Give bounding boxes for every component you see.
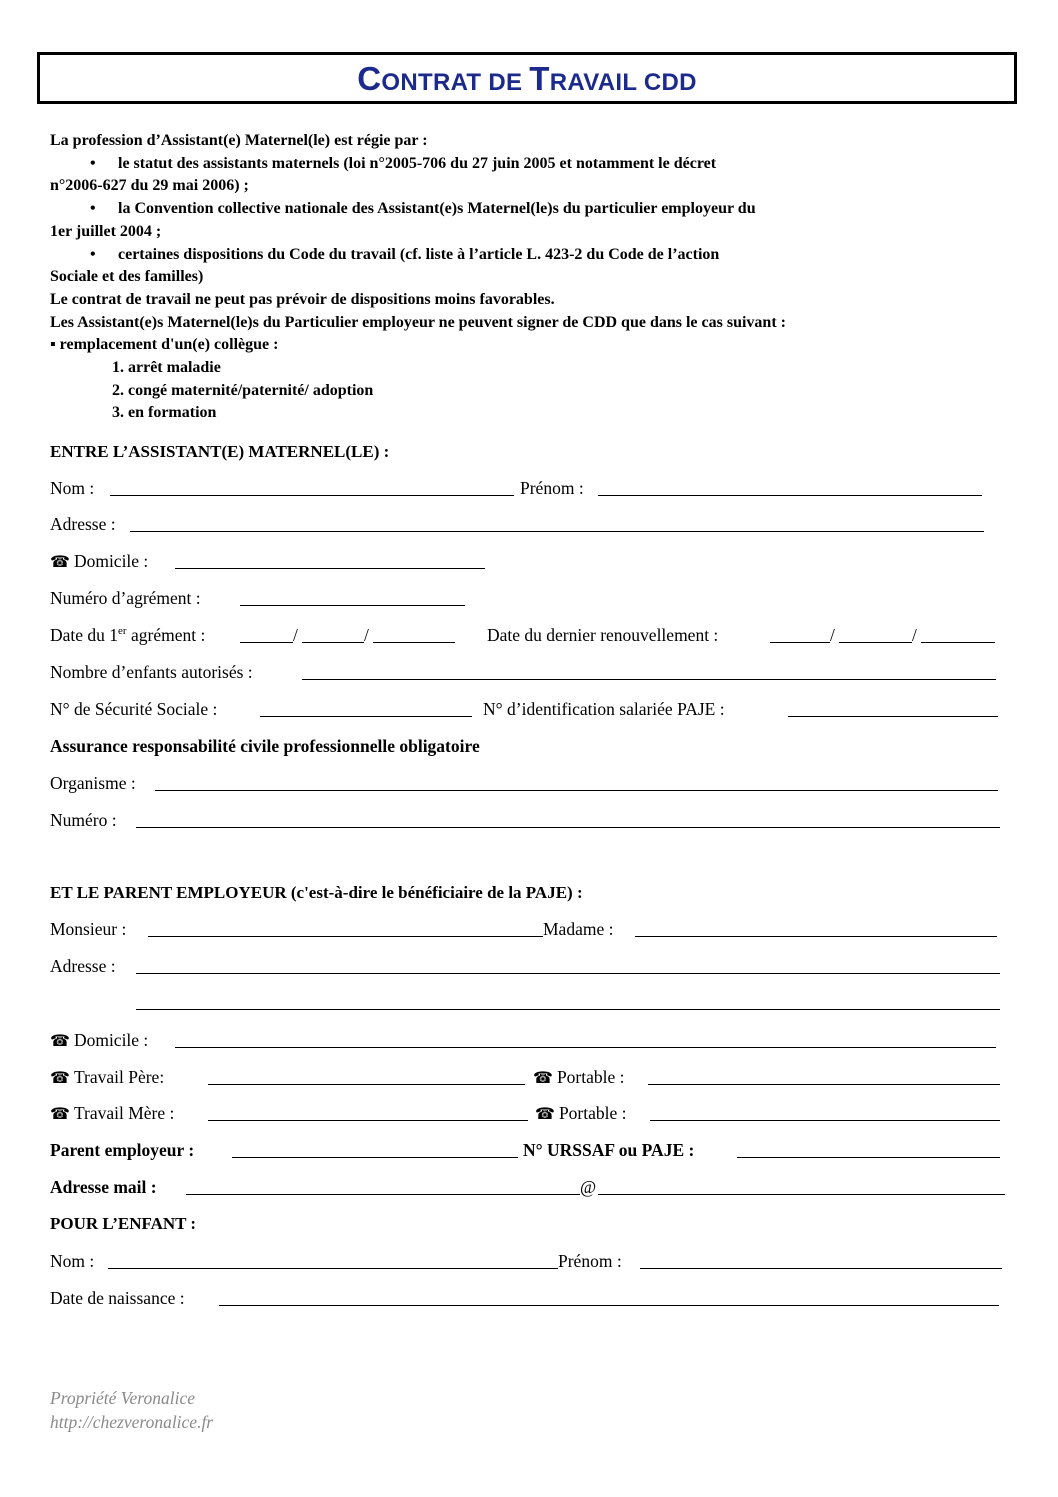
paje-id-label: N° d’identification salariée PAJE :: [483, 699, 725, 719]
naissance-field[interactable]: [219, 1305, 999, 1306]
secu-field[interactable]: [260, 716, 472, 717]
date-agrement-label: Date du 1er agrément :: [50, 625, 206, 645]
parent-adresse-field-2[interactable]: [136, 1009, 1000, 1010]
assurance-heading: Assurance responsabilité civile professionnelle obligatoire: [50, 736, 480, 756]
renouvellement-year[interactable]: [921, 642, 995, 643]
bullet-item: • certaines dispositions du Code du travail (cf. liste à l’article L. 423-2 du Code de l’action: [50, 244, 1010, 267]
parent-domicile-row: ☎ Domicile :: [50, 1030, 149, 1050]
madame-field[interactable]: [635, 936, 997, 937]
date-separator: /: [912, 625, 917, 645]
footer-owner: Propriété Veronalice: [50, 1388, 195, 1408]
date-agrement-year[interactable]: [373, 642, 455, 643]
date-agrement-day[interactable]: [240, 642, 293, 643]
numero-field[interactable]: [136, 827, 1000, 828]
portable-mere-field[interactable]: [650, 1120, 1000, 1121]
travail-pere-field[interactable]: [208, 1084, 525, 1085]
at-sign: @: [580, 1177, 597, 1197]
intro-line: Les Assistant(e)s Maternel(le)s du Particulier employeur ne peuvent signer de CDD que dans le cas suivant :: [50, 313, 786, 331]
assistant-adresse-field[interactable]: [130, 531, 984, 532]
enfant-nom-label: Nom :: [50, 1251, 95, 1271]
assistant-prenom-field[interactable]: [598, 495, 982, 496]
enfant-section-header: POUR L’ENFANT :: [50, 1214, 197, 1233]
date-separator: /: [293, 625, 298, 645]
parent-section-header: ET LE PARENT EMPLOYEUR (c'est-à-dire le bénéficiaire de la PAJE) :: [50, 883, 583, 902]
parent-employeur-label: Parent employeur :: [50, 1140, 195, 1160]
organisme-label: Organisme :: [50, 773, 136, 793]
numbered-item: 3. en formation: [112, 404, 217, 422]
travail-mere-field[interactable]: [208, 1120, 528, 1121]
date-agrement-month[interactable]: [302, 642, 364, 643]
renouvellement-day[interactable]: [770, 642, 830, 643]
naissance-label: Date de naissance :: [50, 1288, 185, 1308]
parent-adresse-field[interactable]: [136, 973, 1000, 974]
portable-pere-row: ☎ Portable :: [533, 1067, 625, 1087]
telephone-icon: ☎: [535, 1104, 555, 1123]
bullet-item: • le statut des assistants maternels (loi n°2005-706 du 27 juin 2005 et notamment le décret: [50, 153, 1010, 176]
madame-label: Madame :: [543, 919, 614, 939]
urssaf-label: N° URSSAF ou PAJE :: [523, 1140, 695, 1160]
mail-user-field[interactable]: [186, 1194, 580, 1195]
bullet-dot-icon: •: [90, 200, 96, 218]
date-separator: /: [830, 625, 835, 645]
organisme-field[interactable]: [155, 790, 998, 791]
assistant-nom-label: Nom :: [50, 478, 95, 498]
mail-domain-field[interactable]: [598, 1194, 1005, 1195]
intro-text: [50, 130, 1010, 425]
intro-line: Le contrat de travail ne peut pas prévoir de dispositions moins favorables.: [50, 290, 555, 308]
secu-label: N° de Sécurité Sociale :: [50, 699, 218, 719]
enfant-nom-field[interactable]: [108, 1268, 558, 1269]
intro-line: 1er juillet 2004 ;: [50, 222, 162, 240]
paje-id-field[interactable]: [788, 716, 998, 717]
portable-pere-field[interactable]: [648, 1084, 1000, 1085]
renouvellement-month[interactable]: [839, 642, 912, 643]
mail-label: Adresse mail :: [50, 1177, 157, 1197]
date-separator: /: [364, 625, 369, 645]
enfant-prenom-field[interactable]: [640, 1268, 1002, 1269]
renouvellement-label: Date du dernier renouvellement :: [487, 625, 719, 645]
numero-label: Numéro :: [50, 810, 117, 830]
bullet-dot-icon: •: [90, 245, 96, 263]
assistant-adresse-label: Adresse :: [50, 514, 116, 534]
assistant-nom-field[interactable]: [110, 495, 514, 496]
footer: [50, 1386, 213, 1434]
telephone-icon: ☎: [50, 552, 70, 571]
intro-line: ▪ remplacement d'un(e) collègue :: [50, 336, 279, 354]
bullet-item: • la Convention collective nationale des Assistant(e)s Maternel(le)s du particulier employeur du: [50, 198, 1010, 221]
monsieur-label: Monsieur :: [50, 919, 127, 939]
parent-domicile-field[interactable]: [175, 1047, 996, 1048]
travail-mere-row: ☎ Travail Mère :: [50, 1103, 175, 1123]
travail-pere-row: ☎ Travail Père:: [50, 1067, 165, 1087]
intro-line: Sociale et des familles): [50, 268, 204, 286]
enfants-autorises-field[interactable]: [302, 679, 996, 680]
monsieur-field[interactable]: [148, 936, 543, 937]
parent-employeur-field[interactable]: [232, 1157, 518, 1158]
agrement-field[interactable]: [240, 605, 465, 606]
telephone-icon: ☎: [50, 1104, 70, 1123]
document-title: CONTRAT DE TRAVAIL CDD: [37, 52, 1017, 104]
telephone-icon: ☎: [533, 1068, 553, 1087]
numbered-item: 1. arrêt maladie: [112, 359, 221, 377]
intro-line: La profession d’Assistant(e) Maternel(le) est régie par :: [50, 132, 428, 149]
intro-line: n°2006-627 du 29 mai 2006) ;: [50, 177, 249, 195]
urssaf-field[interactable]: [737, 1157, 1000, 1158]
enfant-prenom-label: Prénom :: [558, 1251, 622, 1271]
telephone-icon: ☎: [50, 1068, 70, 1087]
numbered-item: 2. congé maternité/paternité/ adoption: [112, 381, 374, 399]
assistant-domicile-row: ☎ Domicile :: [50, 551, 149, 571]
assistant-section-header: ENTRE L’ASSISTANT(E) MATERNEL(LE) :: [50, 442, 390, 461]
bullet-dot-icon: •: [90, 154, 96, 172]
assistant-domicile-field[interactable]: [175, 568, 485, 569]
assistant-prenom-label: Prénom :: [520, 478, 584, 498]
footer-url[interactable]: http://chezveronalice.fr: [50, 1412, 214, 1432]
enfants-autorises-label: Nombre d’enfants autorisés :: [50, 662, 253, 682]
portable-mere-row: ☎ Portable :: [535, 1103, 627, 1123]
telephone-icon: ☎: [50, 1031, 70, 1050]
parent-adresse-label: Adresse :: [50, 956, 116, 976]
agrement-label: Numéro d’agrément :: [50, 588, 201, 608]
